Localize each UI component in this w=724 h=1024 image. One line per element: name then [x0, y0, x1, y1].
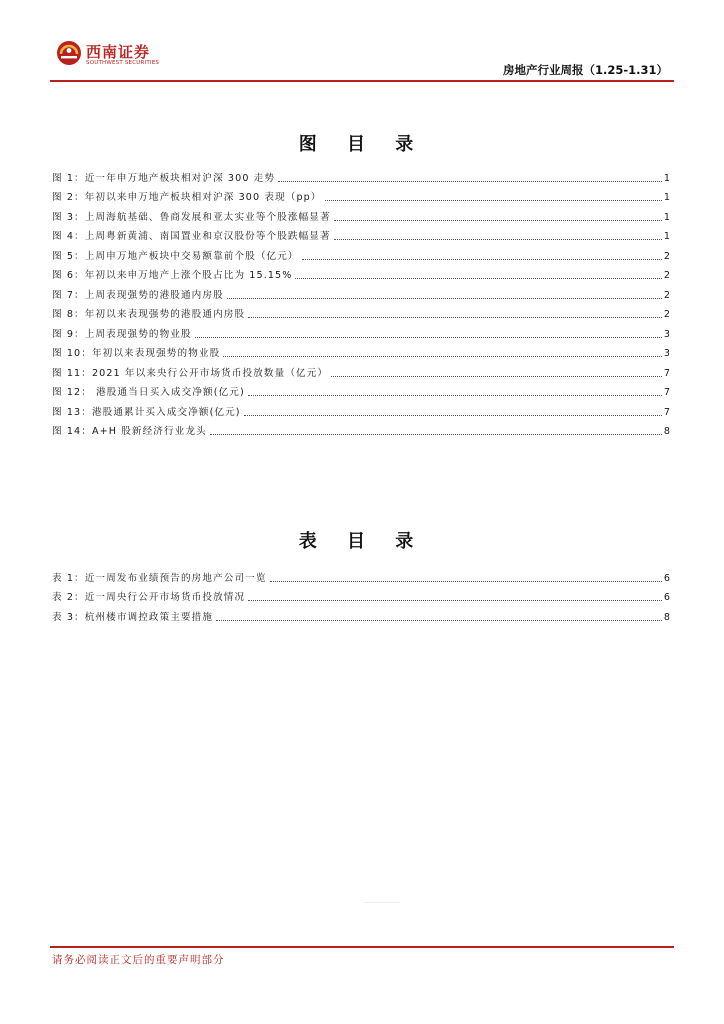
- table-index-title: 表 目 录: [298, 531, 426, 552]
- page-divider-mark: [364, 902, 400, 903]
- figure-index-entry-page: 8: [663, 426, 670, 437]
- dot-leader: [334, 239, 662, 240]
- dot-leader: [331, 376, 662, 377]
- figure-index-entry-page: 7: [663, 387, 670, 398]
- dot-leader: [278, 181, 662, 182]
- figure-index-entry-label: 图 14：A+H 股新经济行业龙头: [52, 426, 207, 437]
- figure-index-entry[interactable]: [52, 224, 670, 244]
- figure-index-entry[interactable]: [52, 243, 670, 263]
- figure-index-entry-page: 1: [663, 231, 670, 242]
- dot-leader: [244, 415, 662, 416]
- dot-leader: [295, 278, 661, 279]
- dot-leader: [248, 395, 662, 396]
- figure-index-entry[interactable]: [52, 204, 670, 224]
- company-logo: [56, 40, 176, 76]
- dot-leader: [334, 220, 662, 221]
- figure-index-entry-page: 1: [663, 211, 670, 223]
- figure-index-entry-page: 3: [663, 328, 670, 340]
- figure-index-entry-page: 1: [663, 192, 670, 203]
- brand-name-en: SOUTHWEST SECURITIES: [86, 60, 160, 66]
- table-index-entry[interactable]: [52, 604, 670, 624]
- dot-leader: [325, 200, 662, 201]
- brand-name-cn: 西南证券: [86, 43, 151, 61]
- figure-index-entry[interactable]: [52, 263, 670, 283]
- dot-leader: [195, 337, 662, 338]
- figure-index-entry-page: 2: [663, 250, 670, 262]
- figure-index-entry[interactable]: [52, 419, 670, 439]
- figure-index-entry[interactable]: [52, 341, 670, 361]
- figure-index-title: 图 目 录: [298, 134, 426, 155]
- figure-index-entry-label: 图 6：年初以来申万地产上涨个股占比为 15.15%: [52, 270, 293, 281]
- figure-index-entry-label: 图 4：上周粤新黄浦、南国置业和京汉股份等个股跌幅显著: [52, 231, 331, 242]
- table-index-entry-page: 6: [663, 572, 670, 584]
- footer-divider: [50, 946, 674, 948]
- table-index-entry-label: 表 1：近一周发布业绩预告的房地产公司一览: [52, 572, 267, 584]
- dot-leader: [248, 317, 662, 318]
- figure-index-entry-label: 图 7：上周表现强势的港股通内房股: [52, 289, 224, 301]
- table-index-entry-page: 6: [663, 592, 670, 603]
- figure-index-entry-label: 图 10：年初以来表现强势的物业股: [52, 348, 221, 359]
- page-header: [0, 0, 724, 84]
- figure-index-entry-label: 图 9：上周表现强势的物业股: [52, 328, 192, 340]
- figure-index-entry-label: 图 5：上周申万地产板块中交易额靠前个股（亿元）: [52, 250, 299, 262]
- figure-index-entry[interactable]: [52, 321, 670, 341]
- figure-index-entry[interactable]: [52, 302, 670, 322]
- figure-index-entry[interactable]: [52, 399, 670, 419]
- table-index-list: [52, 565, 670, 624]
- southwest-securities-logo-icon: [56, 40, 82, 66]
- figure-index-entry-page: 3: [663, 348, 670, 359]
- table-index-entry[interactable]: [52, 585, 670, 605]
- figure-index-entry-page: 2: [663, 309, 670, 320]
- figure-index-entry-label: 图 1：近一年申万地产板块相对沪深 300 走势: [52, 172, 276, 184]
- footer-disclaimer: 请务必阅读正文后的重要声明部分: [52, 954, 225, 966]
- figure-index-entry[interactable]: [52, 360, 670, 380]
- dot-leader: [248, 600, 662, 601]
- table-index-entry-label: 表 2：近一周央行公开市场货币投放情况: [52, 592, 246, 603]
- figure-index-entry-page: 1: [663, 172, 670, 184]
- figure-index-entry-label: 图 8：年初以来表现强势的港股通内房股: [52, 309, 246, 320]
- figure-index-entry-label: 图 3：上周海航基础、鲁商发展和亚太实业等个股涨幅显著: [52, 211, 331, 223]
- table-index-entry-page: 8: [663, 611, 670, 623]
- figure-index-entry-label: 图 12： 港股通当日买入成交净额(亿元): [52, 387, 245, 398]
- figure-index-entry[interactable]: [52, 165, 670, 185]
- figure-index-entry-page: 7: [663, 367, 670, 379]
- figure-index-entry[interactable]: [52, 282, 670, 302]
- table-index-entry[interactable]: [52, 565, 670, 585]
- dot-leader: [227, 298, 662, 299]
- figure-index-entry-label: 图 2：年初以来申万地产板块相对沪深 300 表现（pp）: [52, 192, 322, 203]
- dot-leader: [210, 434, 662, 435]
- table-index-entry-label: 表 3：杭州楼市调控政策主要措施: [52, 611, 214, 623]
- header-divider: [50, 80, 674, 82]
- figure-index-entry[interactable]: [52, 380, 670, 400]
- figure-index-entry-page: 7: [663, 406, 670, 418]
- dot-leader: [302, 259, 662, 260]
- report-title: 房地产行业周报（1.25-1.31）: [502, 63, 668, 77]
- figure-index-list: [52, 165, 670, 438]
- figure-index-entry-page: 2: [663, 270, 670, 281]
- dot-leader: [270, 581, 662, 582]
- figure-index-entry[interactable]: [52, 185, 670, 205]
- dot-leader: [223, 356, 662, 357]
- figure-index-entry-label: 图 13：港股通累计买入成交净额(亿元): [52, 406, 241, 418]
- figure-index-entry-page: 2: [663, 289, 670, 301]
- figure-index-entry-label: 图 11：2021 年以来央行公开市场货币投放数量（亿元）: [52, 367, 329, 379]
- dot-leader: [216, 620, 662, 621]
